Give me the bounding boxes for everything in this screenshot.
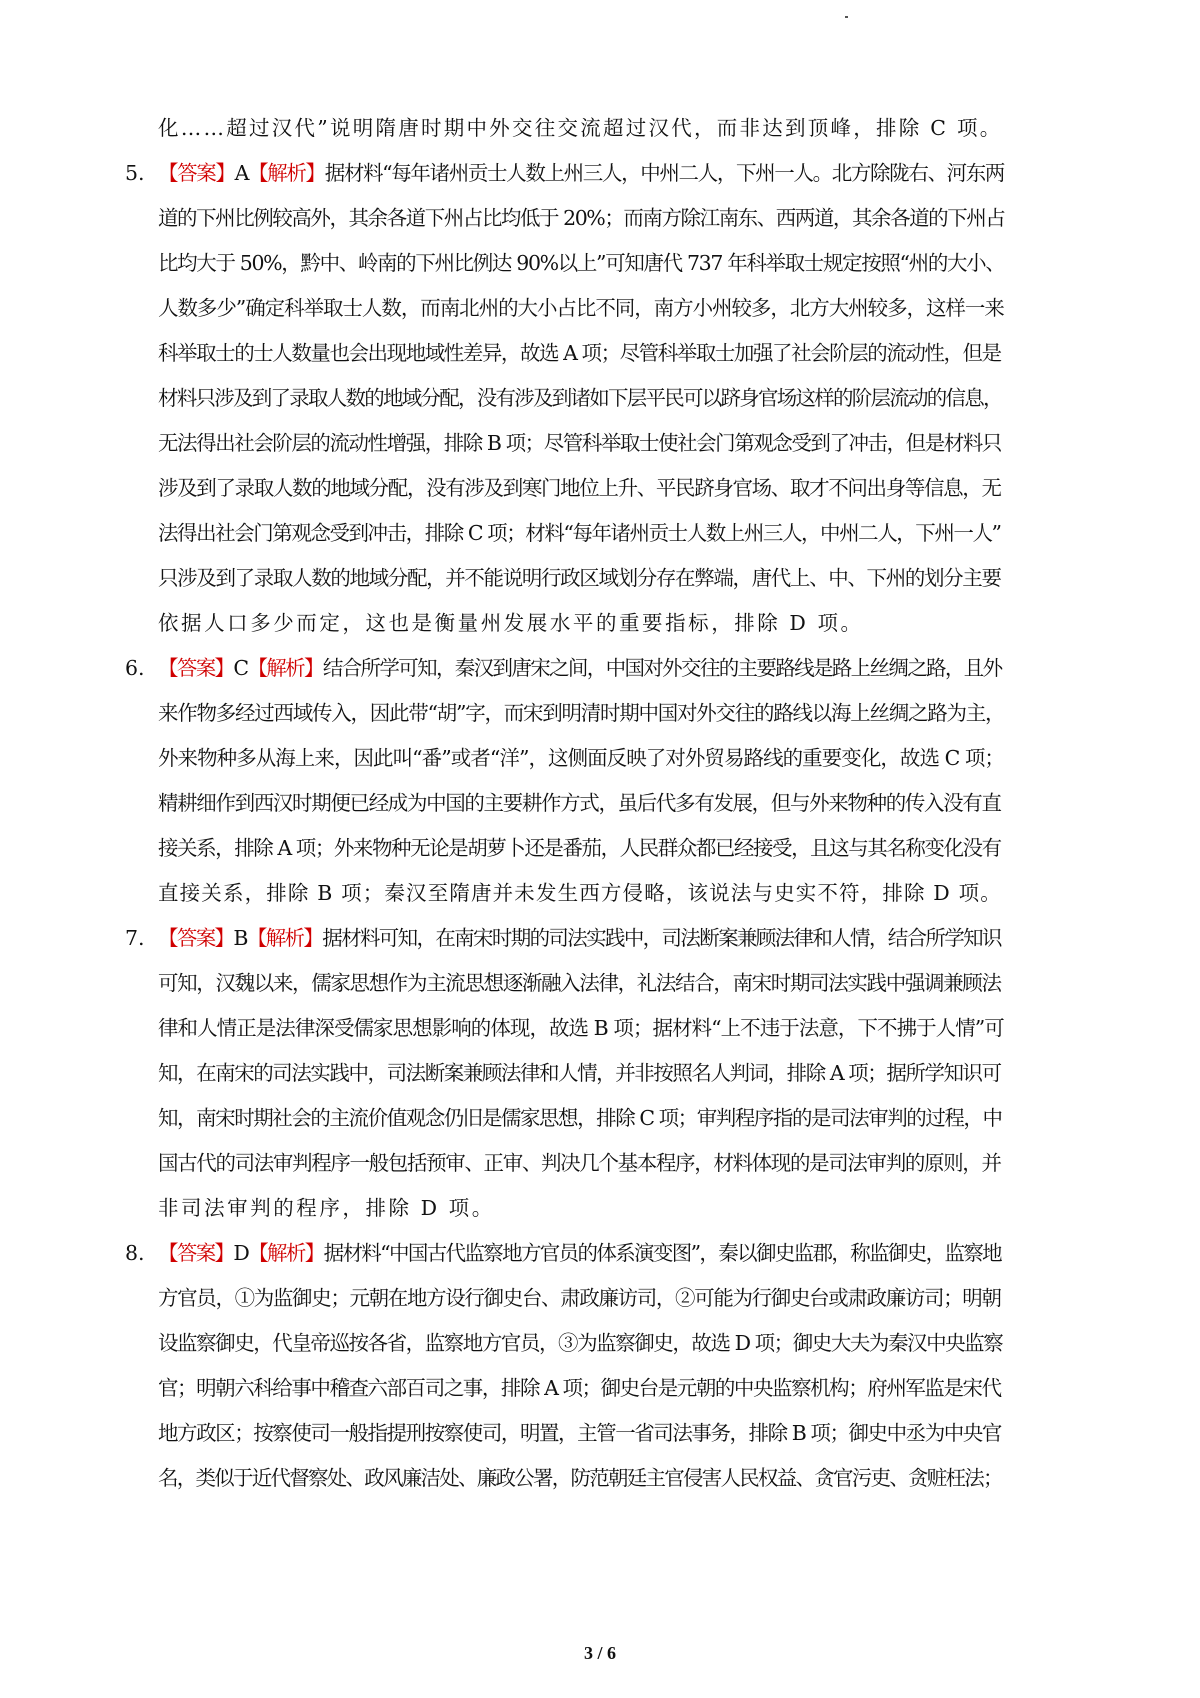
analysis-label: 【解析】: [246, 926, 323, 950]
body-line: 名，类似于近代督察处、政风廉洁处、廉政公署，防范朝廷主官侵害人民权益、贪官污吏、贪赃枉法；: [158, 1466, 1002, 1490]
analysis-text: 据材料可知，在南宋时期的司法实践中，司法断案兼顾法律和人情，结合所学知识: [322, 926, 1001, 950]
item-number: 8.: [125, 1241, 145, 1265]
body-line: 官；明朝六科给事中稽查六部百司之事，排除 A 项；御史台是元朝的中央监察机构；府州军监是宋代: [158, 1376, 1001, 1400]
item-number: 7.: [125, 926, 145, 950]
item-first-line: [158, 653, 1001, 683]
analysis-text: 结合所学可知，秦汉到唐宋之间，中国对外交往的主要路线是路上丝绸之路，且外: [322, 656, 1002, 680]
body-line: 人数多少”确定科举取士人数，而南北州的大小占比不同，南方小州较多，北方大州较多，这样一来: [158, 296, 1004, 320]
body-line: 材料只涉及到了录取人数的地域分配，没有涉及到诸如下层平民可以跻身官场这样的阶层流动的信息，: [158, 386, 1002, 410]
scan-speck: [845, 16, 848, 18]
body-line: 知，南宋时期社会的主流价值观念仍旧是儒家思想，排除 C 项；审判程序指的是司法审判的过程，中: [158, 1106, 1002, 1130]
answer-choice: B: [233, 926, 247, 950]
intro-line: 化……超过汉代”说明隋唐时期中外交往交流超过汉代，而非达到顶峰，排除 C 项。: [158, 116, 1003, 140]
analysis-label: 【解析】: [247, 656, 323, 680]
analysis-text: 据材料“中国古代监察地方官员的体系演变图”，秦以御史监郡，称监御史，监察地: [323, 1241, 1002, 1265]
body-line: 外来物种多从海上来，因此叫“番”或者“洋”，这侧面反映了对外贸易路线的重要变化，故选 C 项；: [158, 746, 1004, 770]
body-line: 精耕细作到西汉时期便已经成为中国的主要耕作方式，虽后代多有发展，但与外来物种的传入没有直: [158, 791, 1001, 815]
page-number: 3 / 6: [583, 1643, 616, 1663]
body-line: 法得出社会门第观念受到冲击，排除 C 项；材料“每年诸州贡士人数上州三人，中州二人，下州一人”: [158, 521, 1001, 545]
item-number: 6.: [125, 656, 145, 680]
answer-label: 【答案】: [158, 1241, 234, 1265]
body-line: 道的下州比例较高外，其余各道下州占比均低于 20%；而南方除江南东、西两道，其余各道的下州占: [158, 206, 1005, 230]
body-line: 地方政区；按察使司一般指提刑按察使司，明置，主管一省司法事务，排除 B 项；御史中丞为中央官: [158, 1421, 1001, 1445]
body-line: 涉及到了录取人数的地域分配，没有涉及到寒门地位上升、平民跻身官场、取才不问出身等信息，无: [158, 476, 1001, 500]
body-line: 设监察御史，代皇帝巡按各省，监察地方官员，③为监察御史，故选 D 项；御史大夫为秦汉中央监察: [158, 1331, 1003, 1355]
item-first-line: [158, 1238, 1001, 1268]
answer-label: 【答案】: [158, 161, 235, 185]
body-line: 科举取士的士人数量也会出现地域性差异，故选 A 项；尽管科举取士加强了社会阶层的流动性，但是: [158, 341, 1001, 365]
analysis-text: 据材料“每年诸州贡士人数上州三人，中州二人，下州一人。北方除陇右、河东两: [324, 161, 1005, 185]
answer-choice: D: [233, 1241, 249, 1265]
item-first-line: [158, 158, 1004, 188]
body-line: 来作物多经过西域传入，因此带“胡”字，而宋到明清时期中国对外交往的路线以海上丝绸之路为主，: [158, 701, 1005, 725]
body-line: 律和人情正是法律深受儒家思想影响的体现，故选 B 项；据材料“上不违于法意，下不拂于人情”可: [158, 1016, 1004, 1040]
body-line: 方官员，①为监御史；元朝在地方设行御史台、肃政廉访司，②可能为行御史台或肃政廉访司；明朝: [158, 1286, 1001, 1310]
body-line: 非司法审判的程序，排除 D 项。: [158, 1196, 495, 1220]
body-line: 国古代的司法审判程序一般包括预审、正审、判决几个基本程序，材料体现的是司法审判的原则，并: [158, 1151, 1001, 1175]
answer-label: 【答案】: [158, 926, 234, 950]
body-line: 接关系，排除 A 项；外来物种无论是胡萝卜还是番茄，人民群众都已经接受，且这与其名称变化没有: [158, 836, 1001, 860]
item-first-line: [158, 923, 1001, 953]
body-line: 无法得出社会阶层的流动性增强，排除 B 项；尽管科举取士使社会门第观念受到了冲击，但是材料只: [158, 431, 1001, 455]
body-line: 比均大于 50%，黔中、岭南的下州比例达 90%以上”可知唐代 737 年科举取士规定按照“州的大小、: [158, 251, 1005, 275]
body-line: 依据人口多少而定，这也是衡量州发展水平的重要指标，排除 D 项。: [158, 611, 864, 635]
answer-label: 【答案】: [158, 656, 234, 680]
answer-choice: A: [234, 161, 249, 185]
body-line: 可知，汉魏以来，儒家思想作为主流思想逐渐融入法律，礼法结合，南宋时期司法实践中强调兼顾法: [158, 971, 1001, 995]
analysis-label: 【解析】: [248, 1241, 324, 1265]
item-number: 5.: [125, 161, 145, 185]
body-line: 知，在南宋的司法实践中，司法断案兼顾法律和人情，并非按照名人判词，排除 A 项；据所学知识可: [158, 1061, 1001, 1085]
answer-choice: C: [233, 656, 248, 680]
body-line: 只涉及到了录取人数的地域分配，并不能说明行政区域划分存在弊端，唐代上、中、下州的划分主要: [158, 566, 1001, 590]
body-line: 直接关系，排除 B 项；秦汉至隋唐并未发生西方侵略，该说法与史实不符，排除 D 项。: [158, 881, 1002, 905]
analysis-label: 【解析】: [248, 161, 325, 185]
